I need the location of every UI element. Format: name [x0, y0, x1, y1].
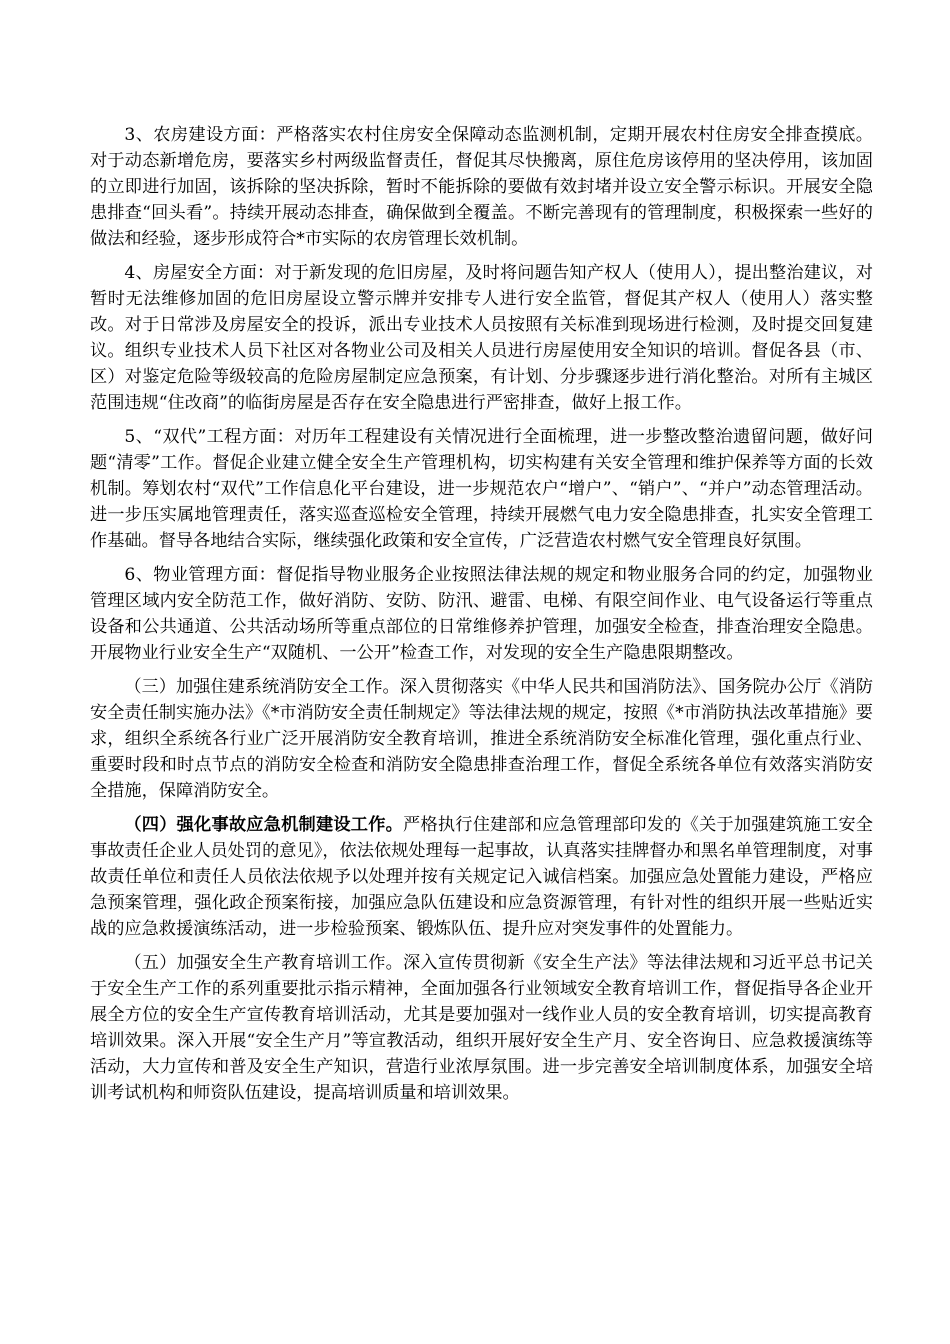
paragraph-fire-safety: （三）加强住建系统消防安全工作。深入贯彻落实《中华人民共和国消防法》、国务院办公厅《消防安全责任制实施办法》《*市消防安全责任制规定》等法律法规的规定，按照《*市消防执法改革措施》要求，组织全系统各行业广泛开展消防安全教育培训，推进全系统消防安全标准化管理，强化重点行业、重要时段和时点节点的消防安全检查和消防安全隐患排查治理工作，督促全系统各单位有效落实消防安全措施，保障消防安全。	[90, 677, 873, 801]
paragraph-housing-safety: 4、房屋安全方面：对于新发现的危旧房屋，及时将问题告知产权人（使用人），提出整治建议，对暂时无法维修加固的危旧房屋设立警示牌并安排专人进行安全监管，督促其产权人（使用人）落实整改。对于日常涉及房屋安全的投诉，派出专业技术人员按照有关标准到现场进行检测，及时提交回复建议。组织专业技术人员下社区对各物业公司及相关人员进行房屋使用安全知识的培训。督促各县（市、区）对鉴定危险等级较高的危险房屋制定应急预案，有计划、分步骤逐步进行消化整治。对所有主城区范围违规“住改商”的临街房屋是否存在安全隐患进行严密排查，做好上报工作。	[90, 263, 873, 413]
paragraph-dual-substitution: 5、“双代”工程方面：对历年工程建设有关情况进行全面梳理，进一步整改整治遗留问题，做好问题“清零”工作。督促企业建立健全安全生产管理机构，切实构建有关安全管理和维护保养等方面的长效机制。筹划农村“双代”工作信息化平台建设，进一步规范农户“增户”、“销户”、“并户”动态管理活动。进一步压实属地管理责任，落实巡查巡检安全管理，持续开展燃气电力安全隐患排查，扎实安全管理工作基础。督导各地结合实际，继续强化政策和安全宣传，广泛营造农村燃气安全管理良好氛围。	[90, 427, 873, 551]
section-heading-emergency: （四）强化事故应急机制建设工作。	[124, 815, 404, 835]
paragraph-property-management: 6、物业管理方面：督促指导物业服务企业按照法律法规的规定和物业服务合同的约定，加强物业管理区域内安全防范工作，做好消防、安防、防汛、避雷、电梯、有限空间作业、电气设备运行等重点设备和公共通道、公共活动场所等重点部位的日常维修养护管理，加强安全检查，排查治理安全隐患。开展物业行业安全生产“双随机、一公开”检查工作，对发现的安全生产隐患限期整改。	[90, 565, 873, 663]
paragraph-safety-training: （五）加强安全生产教育培训工作。深入宣传贯彻新《安全生产法》等法律法规和习近平总书记关于安全生产工作的系列重要批示指示精神，全面加强各行业领域安全教育培训工作，督促指导各企业开展全方位的安全生产宣传教育培训活动，尤其是要加强对一线作业人员的安全教育培训，切实提高教育培训效果。深入开展“安全生产月”等宣教活动，组织开展好安全生产月、安全咨询日、应急救援演练等活动，大力宣传和普及安全生产知识，营造行业浓厚氛围。进一步完善安全培训制度体系，加强安全培训考试机构和师资队伍建设，提高培训质量和培训效果。	[90, 953, 873, 1103]
paragraph-emergency-mechanism	[90, 812, 873, 942]
section-body-emergency: 严格执行住建部和应急管理部印发的《关于加强建筑施工安全事故责任企业人员处罚的意见》，依法依规处理每一起事故，认真落实挂牌督办和黑名单管理制度，对事故责任单位和责任人员依法依规予以处理并按有关规定记入诚信档案。加强应急处置能力建设，严格应急预案管理，强化政企预案衔接，加强应急队伍建设和应急资源管理，有针对性的组织开展一些贴近实战的应急救援演练活动，进一步检验预案、锻炼队伍、提升应对突发事件的处置能力。	[90, 815, 873, 939]
document-body	[90, 122, 873, 1112]
paragraph-rural-housing: 3、农房建设方面：严格落实农村住房安全保障动态监测机制，定期开展农村住房安全排查摸底。对于动态新增危房，要落实乡村两级监督责任，督促其尽快搬离，原住危房该停用的坚决停用，该加固的立即进行加固，该拆除的坚决拆除，暂时不能拆除的要做有效封堵并设立安全警示标识。开展安全隐患排查“回头看”。持续开展动态排查，确保做到全覆盖。不断完善现有的管理制度，积极探索一些好的做法和经验，逐步形成符合*市实际的农房管理长效机制。	[90, 125, 873, 249]
